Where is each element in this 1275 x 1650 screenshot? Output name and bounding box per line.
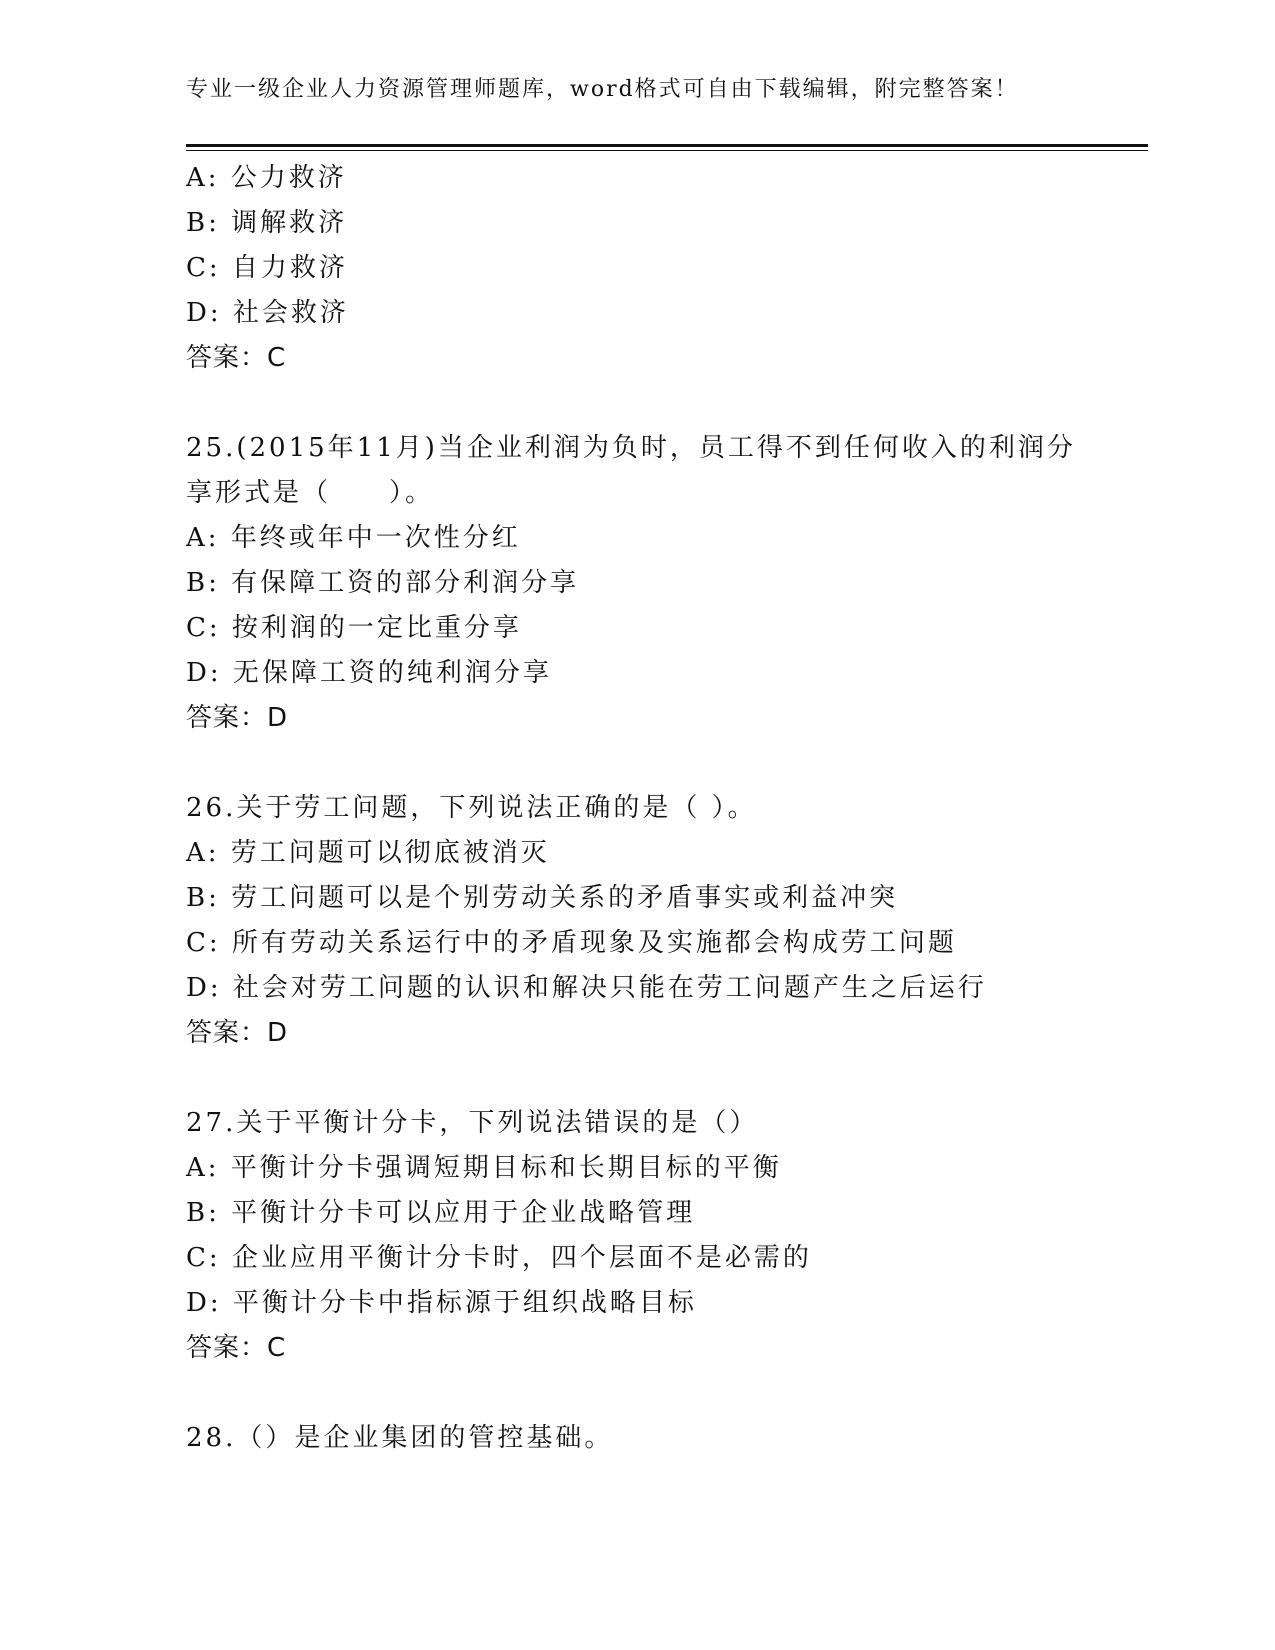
question-block-26 xyxy=(186,786,1148,1056)
option-a: A: 平衡计分卡强调短期目标和长期目标的平衡 xyxy=(186,1153,782,1183)
question-block-27 xyxy=(186,1101,1148,1371)
answer-line: 答案：D xyxy=(186,1018,289,1048)
option-b: B: 有保障工资的部分利润分享 xyxy=(186,568,580,598)
spacer xyxy=(186,1056,1148,1101)
option-d: D: 平衡计分卡中指标源于组织战略目标 xyxy=(186,1288,697,1318)
question-stem: 27.关于平衡计分卡，下列说法错误的是（） xyxy=(186,1108,759,1138)
spacer xyxy=(186,381,1148,426)
option-d: D: 社会对劳工问题的认识和解决只能在劳工问题产生之后运行 xyxy=(186,973,987,1003)
question-stem: 28.（）是企业集团的管控基础。 xyxy=(186,1423,614,1453)
question-block-28 xyxy=(186,1416,1148,1461)
header-rule-thin xyxy=(186,150,1148,151)
option-c: C: 所有劳动关系运行中的矛盾现象及实施都会构成劳工问题 xyxy=(186,928,957,958)
option-a: A: 公力救济 xyxy=(186,163,347,193)
option-a: A: 劳工问题可以彻底被消灭 xyxy=(186,838,550,868)
header-rule-thick xyxy=(186,144,1148,147)
question-stem: 26.关于劳工问题，下列说法正确的是（ ）。 xyxy=(186,793,757,823)
option-c: C: 企业应用平衡计分卡时，四个层面不是必需的 xyxy=(186,1243,812,1273)
question-block-25 xyxy=(186,426,1148,741)
option-d: D: 无保障工资的纯利润分享 xyxy=(186,658,552,688)
spacer xyxy=(186,1371,1148,1416)
option-b: B: 平衡计分卡可以应用于企业战略管理 xyxy=(186,1198,696,1228)
option-d: D: 社会救济 xyxy=(186,298,349,328)
question-stem-continued: 享形式是（ ）。 xyxy=(186,478,435,508)
question-block-24 xyxy=(186,156,1148,381)
answer-line: 答案：C xyxy=(186,1333,287,1363)
option-b: B: 调解救济 xyxy=(186,208,348,238)
spacer xyxy=(186,741,1148,786)
answer-line: 答案：C xyxy=(186,343,287,373)
answer-line: 答案：D xyxy=(186,703,289,733)
option-a: A: 年终或年中一次性分红 xyxy=(186,523,521,553)
option-c: C: 按利润的一定比重分享 xyxy=(186,613,522,643)
option-b: B: 劳工问题可以是个别劳动关系的矛盾事实或利益冲突 xyxy=(186,883,899,913)
page-header: 专业一级企业人力资源管理师题库，word格式可自由下载编辑，附完整答案！ xyxy=(186,77,1019,102)
question-content xyxy=(186,156,1148,1461)
question-stem: 25.(2015年11月)当企业利润为负时，员工得不到任何收入的利润分 xyxy=(186,433,1076,463)
option-c: C: 自力救济 xyxy=(186,253,348,283)
